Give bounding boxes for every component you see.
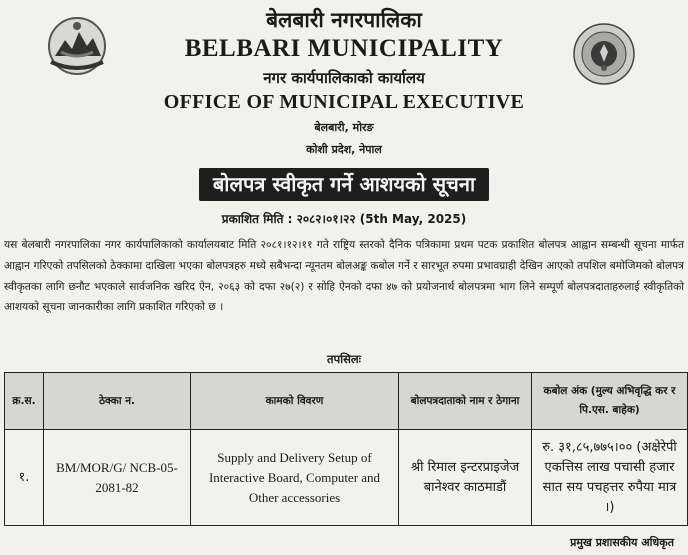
notice-table: [4, 372, 688, 526]
notice-title-banner: [0, 168, 688, 201]
row-bid-amount: रु. ३१,८५,७७५।०० (अक्षेरेपी एकत्तिस लाख पचासी हजार सात सय पचहत्तर रुपैया मात्र ।): [532, 430, 688, 526]
address-line-2: कोशी प्रदेश, नेपाल: [306, 143, 382, 156]
table-row: [5, 430, 688, 526]
details-label: तपसिलः: [327, 352, 361, 366]
office-name-english: OFFICE OF MUNICIPAL EXECUTIVE: [163, 91, 525, 113]
row-serial: १.: [5, 430, 44, 526]
header-bidder: बोलपत्रदाताको नाम र ठेगाना: [399, 373, 532, 430]
header-work-description: कामको विवरण: [191, 373, 399, 430]
office-name-nepali: नगर कार्यपालिकाको कार्यालय: [263, 69, 425, 87]
row-bidder: श्री रिमाल इन्टरप्राइजेज बानेश्वर काठमाडौं: [399, 430, 532, 526]
published-date: प्रकाशित मिति : २०८२।०१।२२ (5th May, 2025): [221, 212, 467, 226]
row-contract-no: BM/MOR/G/ NCB-05-2081-82: [44, 430, 191, 526]
header-bid-amount: कबोल अंक (मुल्य अभिवृद्धि कर र पि.एस. बाहेक): [532, 373, 688, 430]
header-serial: क्र.स.: [5, 373, 44, 430]
row-work-description: Supply and Delivery Setup of Interactive Board, Computer and Other accessories: [191, 430, 399, 526]
municipality-name-nepali: बेलबारी नगरपालिका: [266, 8, 422, 32]
notice-title: बोलपत्र स्वीकृत गर्ने आशयको सूचना: [199, 168, 489, 201]
municipality-name-english: BELBARI MUNICIPALITY: [184, 35, 504, 62]
signatory-title: प्रमुख प्रशासकीय अधिकृत: [570, 536, 674, 549]
table-header-row: [5, 373, 688, 430]
notice-body: यस बेलबारी नगरपालिका नगर कार्यपालिकाको कार्यालयबाट मिति २०८१।१२।११ गते राष्ट्रिय स्तरको दैनिक पत्रिकामा प्रथम पटक प्रकाशित बोलपत्र आह्वान सम्बन्धी सूचना मार्फत आह्वान गरिएको तपसिलको ठेक्कामा दाखिला भएका बोलपत्रहरु मध्ये सबैभन्दा न्यूनतम बोलअङ्क कबोल गर्ने र सारभूत रुपमा प्रभावग्राही देखिन आएको तपशिल बमोजिमको बोलपत्र स्वीकृतका लागि छनौट भएकाले सार्वजनिक खरिद ऐन, २०६३ को दफा २७(२) र सोहि ऐनको दफा ४७ को प्रयोजनार्थ बोलपत्रमा भाग लिने सम्पूर्ण बोलपत्रदाताहरुलाई स्वीकृतिको आशयको सूचना जानकारीका लागि प्रकाशित गरिएको छ ।: [4, 239, 684, 314]
header-contract-no: ठेक्का न.: [44, 373, 191, 430]
address-line-1: बेलबारी, मोरङ: [314, 121, 374, 134]
